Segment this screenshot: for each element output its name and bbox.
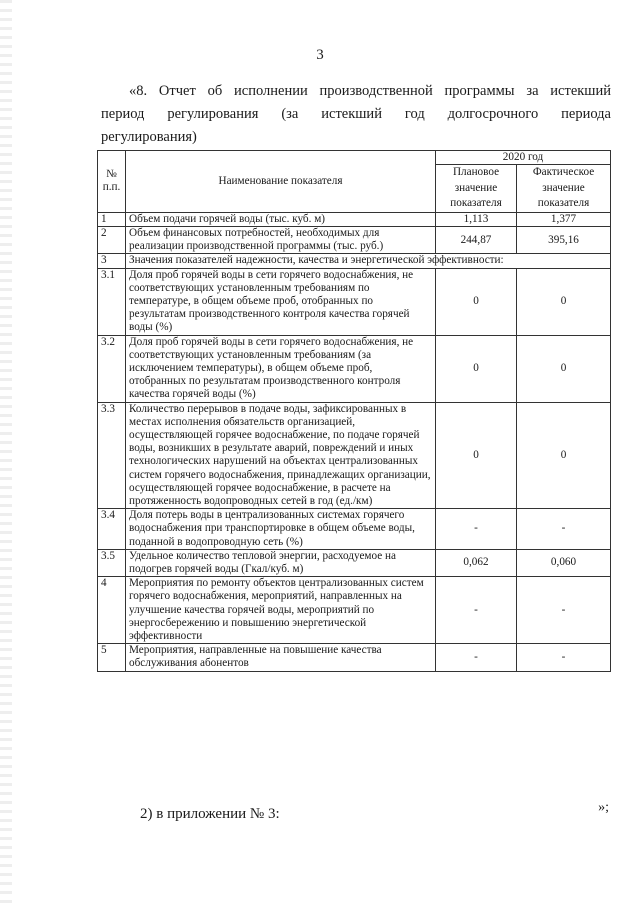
- row-number: 4: [98, 577, 126, 644]
- appendix-subitem: 2) в приложении № 3:: [140, 806, 280, 822]
- section-heading: [101, 80, 611, 149]
- scan-edge-artifact: [0, 0, 12, 905]
- table-row: [98, 644, 611, 671]
- row-indicator: Мероприятия, направленные на повышение качества обслуживания абонентов: [126, 644, 436, 671]
- row-number: 3.3: [98, 402, 126, 509]
- row-number: 3: [98, 254, 126, 268]
- table-row: [98, 268, 611, 335]
- header-number: № п.п.: [98, 151, 126, 213]
- header-indicator-name: Наименование показателя: [126, 151, 436, 213]
- header-fact-value: Фактическое значение показателя: [517, 165, 611, 213]
- row-fact-value: -: [517, 509, 611, 550]
- row-plan-value: -: [436, 577, 517, 644]
- row-indicator: Мероприятия по ремонту объектов централизованных систем горячего водоснабжения, мероприятий, направленных на улучшение качества горячей воды, мероприятий по энергосбережению и повышению энергетической эффективности: [126, 577, 436, 644]
- table-row: [98, 577, 611, 644]
- row-indicator: Удельное количество тепловой энергии, расходуемое на подогрев горячей воды (Гкал/куб. м): [126, 549, 436, 576]
- row-plan-value: 0: [436, 268, 517, 335]
- table-row: [98, 254, 611, 268]
- header-plan-value: Плановое значение показателя: [436, 165, 517, 213]
- table-row: [98, 226, 611, 253]
- row-fact-value: -: [517, 577, 611, 644]
- heading-line-2: период регулирования (за истекший год долгосрочного периода: [101, 106, 611, 122]
- row-section-title: Значения показателей надежности, качества и энергетической эффективности:: [126, 254, 611, 268]
- table-row: [98, 335, 611, 402]
- table-row: [98, 212, 611, 226]
- row-fact-value: -: [517, 644, 611, 671]
- row-fact-value: 0: [517, 335, 611, 402]
- row-plan-value: 1,113: [436, 212, 517, 226]
- page-number: 3: [316, 47, 324, 63]
- table-row: [98, 402, 611, 509]
- row-indicator: Доля потерь воды в централизованных системах горячего водоснабжения при транспортировке в общем объеме воды, поданной в водопроводную сеть (%): [126, 509, 436, 550]
- row-fact-value: 0,060: [517, 549, 611, 576]
- header-year: 2020 год: [436, 151, 611, 165]
- row-fact-value: 1,377: [517, 212, 611, 226]
- row-number: 2: [98, 226, 126, 253]
- row-indicator: Объем подачи горячей воды (тыс. куб. м): [126, 212, 436, 226]
- row-fact-value: 0: [517, 402, 611, 509]
- row-number: 3.5: [98, 549, 126, 576]
- row-indicator: Доля проб горячей воды в сети горячего водоснабжения, не соответствующих установленным требованиям (за исключением температуры), в общем объеме проб, отобранных по результатам производственного контроля качества горячей воды (%): [126, 335, 436, 402]
- row-indicator: Доля проб горячей воды в сети горячего водоснабжения, не соответствующих установленным требованиям по температуре, в общем объеме проб, отобранных по результатам производственного контроля качества горячей воды (%): [126, 268, 436, 335]
- row-plan-value: 244,87: [436, 226, 517, 253]
- row-number: 3.1: [98, 268, 126, 335]
- row-indicator: Объем финансовых потребностей, необходимых для реализации производственной программы (тыс. руб.): [126, 226, 436, 253]
- table-row: [98, 509, 611, 550]
- row-plan-value: 0,062: [436, 549, 517, 576]
- row-plan-value: -: [436, 644, 517, 671]
- row-number: 3.4: [98, 509, 126, 550]
- heading-line-3: регулирования): [101, 129, 197, 145]
- row-number: 3.2: [98, 335, 126, 402]
- table-row: [98, 549, 611, 576]
- row-number: 1: [98, 212, 126, 226]
- closing-quote: »;: [598, 800, 609, 815]
- row-fact-value: 0: [517, 268, 611, 335]
- row-plan-value: 0: [436, 335, 517, 402]
- row-plan-value: -: [436, 509, 517, 550]
- row-indicator: Количество перерывов в подаче воды, зафиксированных в местах исполнения обязательств организацией, осуществляющей горячее водоснабжение, по подаче горячей воды, возникших в результате аварий, повреждений и иных технологических нарушений на объектах централизованных систем горячего водоснабжения, принадлежащих организации, осуществляющей горячее водоснабжение, в расчете на протяженность водопроводных сетей в год (ед./км): [126, 402, 436, 509]
- production-program-report-table: [97, 150, 611, 672]
- heading-line-1: «8. Отчет об исполнении производственной программы за истекший: [129, 83, 611, 99]
- row-plan-value: 0: [436, 402, 517, 509]
- row-number: 5: [98, 644, 126, 671]
- row-fact-value: 395,16: [517, 226, 611, 253]
